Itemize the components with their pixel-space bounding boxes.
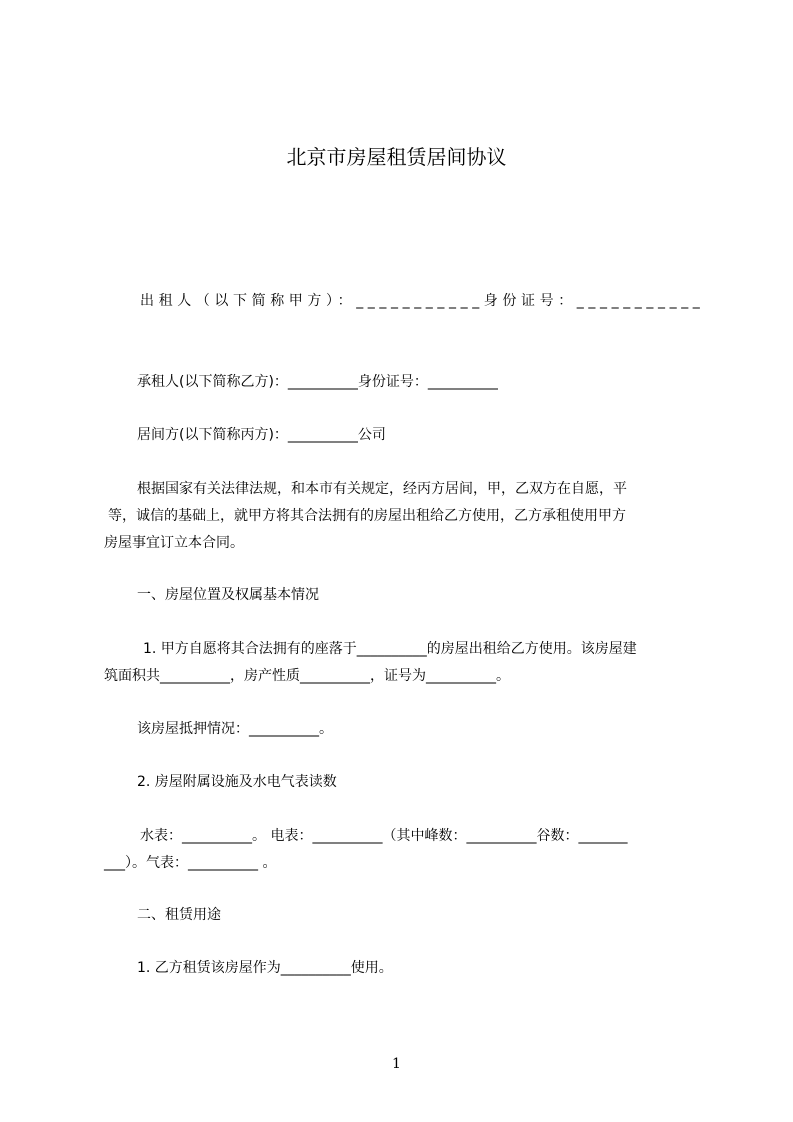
- clause-2-1: 1. 乙方租赁该房屋作为__________使用。: [137, 960, 393, 976]
- lessee-line: 承租人(以下简称乙方)：__________身份证号：__________: [137, 374, 498, 390]
- page-title: 北京市房屋租赁居间协议: [286, 145, 507, 169]
- meter-line-1: 水表：__________。 电表：__________（其中峰数：__________谷数：_______: [140, 828, 628, 844]
- lessor-line: 出租人（以下简称甲方）：___________身份证号：___________: [140, 293, 705, 309]
- clause-1-1-line-2: 筑面积共__________，房产性质__________，证号为__________。: [104, 668, 510, 684]
- meter-line-2: ___）。气表：__________ 。: [104, 855, 277, 871]
- clause-1-1-line-1: 1. 甲方自愿将其合法拥有的座落于__________的房屋出租给乙方使用。该房屋建: [143, 641, 637, 657]
- page-number: 1: [392, 1056, 401, 1072]
- mortgage-line: 该房屋抵押情况：__________。: [137, 721, 333, 737]
- preamble-line-3: 房屋事宜订立本合同。: [104, 535, 244, 551]
- agent-line: 居间方(以下简称丙方)：__________公司: [137, 427, 386, 443]
- preamble-line-1: 根据国家有关法律法规，和本市有关规定，经丙方居间，甲，乙双方在自愿，平: [137, 481, 627, 497]
- section-heading-2: 二、租赁用途: [137, 907, 221, 923]
- section-heading-1: 一、房屋位置及权属基本情况: [137, 587, 319, 603]
- preamble-line-2: 等，诚信的基础上，就甲方将其合法拥有的房屋出租给乙方使用，乙方承租使用甲方: [108, 508, 626, 524]
- clause-1-2: 2. 房屋附属设施及水电气表读数: [137, 774, 337, 790]
